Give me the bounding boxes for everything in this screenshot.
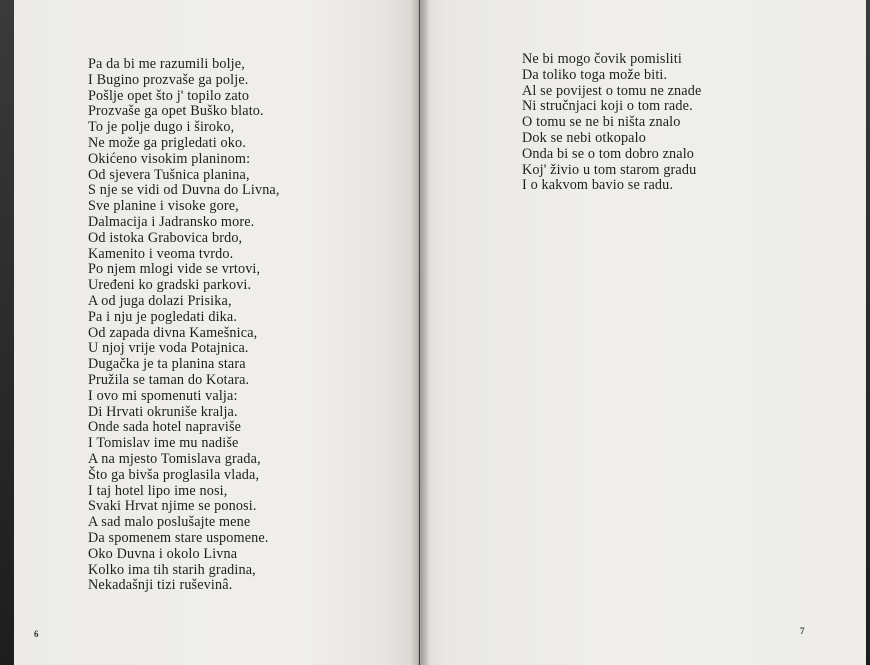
- poem-line: Ni stručnjaci koji o tom rade.: [522, 98, 693, 115]
- left-page: [14, 0, 419, 665]
- poem-line: Onde sada hotel napraviše: [88, 419, 242, 436]
- poem-line: Pošlje opet što j' topilo zato: [88, 87, 250, 104]
- poem-line: I taj hotel lipo ime nosi,: [88, 482, 228, 499]
- right-page-number: 7: [800, 626, 805, 636]
- poem-line: Sve planine i visoke gore,: [88, 198, 239, 215]
- right-page-poem: [522, 52, 701, 194]
- poem-line: Oko Duvna i okolo Livna: [88, 545, 238, 562]
- poem-line: I Tomislav ime mu nadiše: [88, 435, 239, 452]
- poem-line: Od istoka Grabovica brdo,: [88, 229, 243, 246]
- poem-line: O tomu se ne bi ništa znalo: [522, 114, 681, 131]
- poem-line: I Bugino prozvaše ga polje.: [88, 71, 249, 88]
- left-page-number: 6: [34, 629, 39, 639]
- poem-line: Prozvaše ga opet Buško blato.: [88, 103, 264, 120]
- poem-line: Da spomenem stare uspomene.: [88, 529, 269, 546]
- poem-line: Da toliko toga može biti.: [522, 66, 668, 83]
- poem-line: Ne bi mogo čovik pomisliti: [522, 51, 682, 67]
- poem-line: A na mjesto Tomislava grada,: [88, 450, 261, 467]
- poem-line: Di Hrvati okruniše kralja.: [88, 403, 238, 420]
- poem-line: Što ga bivša proglasila vlada,: [88, 466, 260, 483]
- poem-line: Okićeno visokim planinom:: [88, 150, 251, 167]
- right-page: [420, 0, 866, 665]
- poem-line: Dugačka je ta planina stara: [88, 356, 246, 373]
- poem-line: Dok se nebi otkopalo: [522, 129, 646, 146]
- poem-line: Kamenito i veoma tvrdo.: [88, 245, 234, 262]
- poem-line: I o kakvom bavio se radu.: [522, 177, 674, 194]
- poem-line: A sad malo poslušajte mene: [88, 514, 251, 531]
- poem-line: I ovo mi spomenuti valja:: [88, 387, 238, 404]
- poem-line: Dalmacija i Jadransko more.: [88, 213, 255, 230]
- poem-line: Po njem mlogi vide se vrtovi,: [88, 261, 261, 278]
- poem-line: Kolko ima tih starih gradina,: [88, 561, 256, 578]
- poem-line: Svaki Hrvat njime se ponosi.: [88, 498, 257, 515]
- poem-line: Pa i nju je pogledati dika.: [88, 308, 238, 325]
- poem-line: Uređeni ko gradski parkovi.: [88, 277, 252, 294]
- poem-line: U njoj vrije voda Potajnica.: [88, 340, 249, 357]
- poem-line: Koj' živio u tom starom gradu: [522, 161, 697, 178]
- poem-line: A od juga dolazi Prisika,: [88, 292, 232, 309]
- poem-line: Nekadašnji tizi ruševinâ.: [88, 577, 233, 594]
- poem-line: To je polje dugo i široko,: [88, 119, 235, 136]
- poem-line: Od zapada divna Kamešnica,: [88, 324, 258, 341]
- poem-line: Pružila se taman do Kotara.: [88, 371, 250, 388]
- left-page-poem: [88, 57, 280, 594]
- poem-line: S nje se vidi od Duvna do Livna,: [88, 182, 280, 199]
- poem-line: Od sjevera Tušnica planina,: [88, 166, 250, 183]
- poem-line: Onda bi se o tom dobro znalo: [522, 145, 695, 162]
- poem-line: Al se povijest o tomu ne znade: [522, 82, 702, 99]
- poem-line: Ne može ga prigledati oko.: [88, 134, 246, 151]
- poem-line: Pa da bi me razumili bolje,: [88, 56, 245, 72]
